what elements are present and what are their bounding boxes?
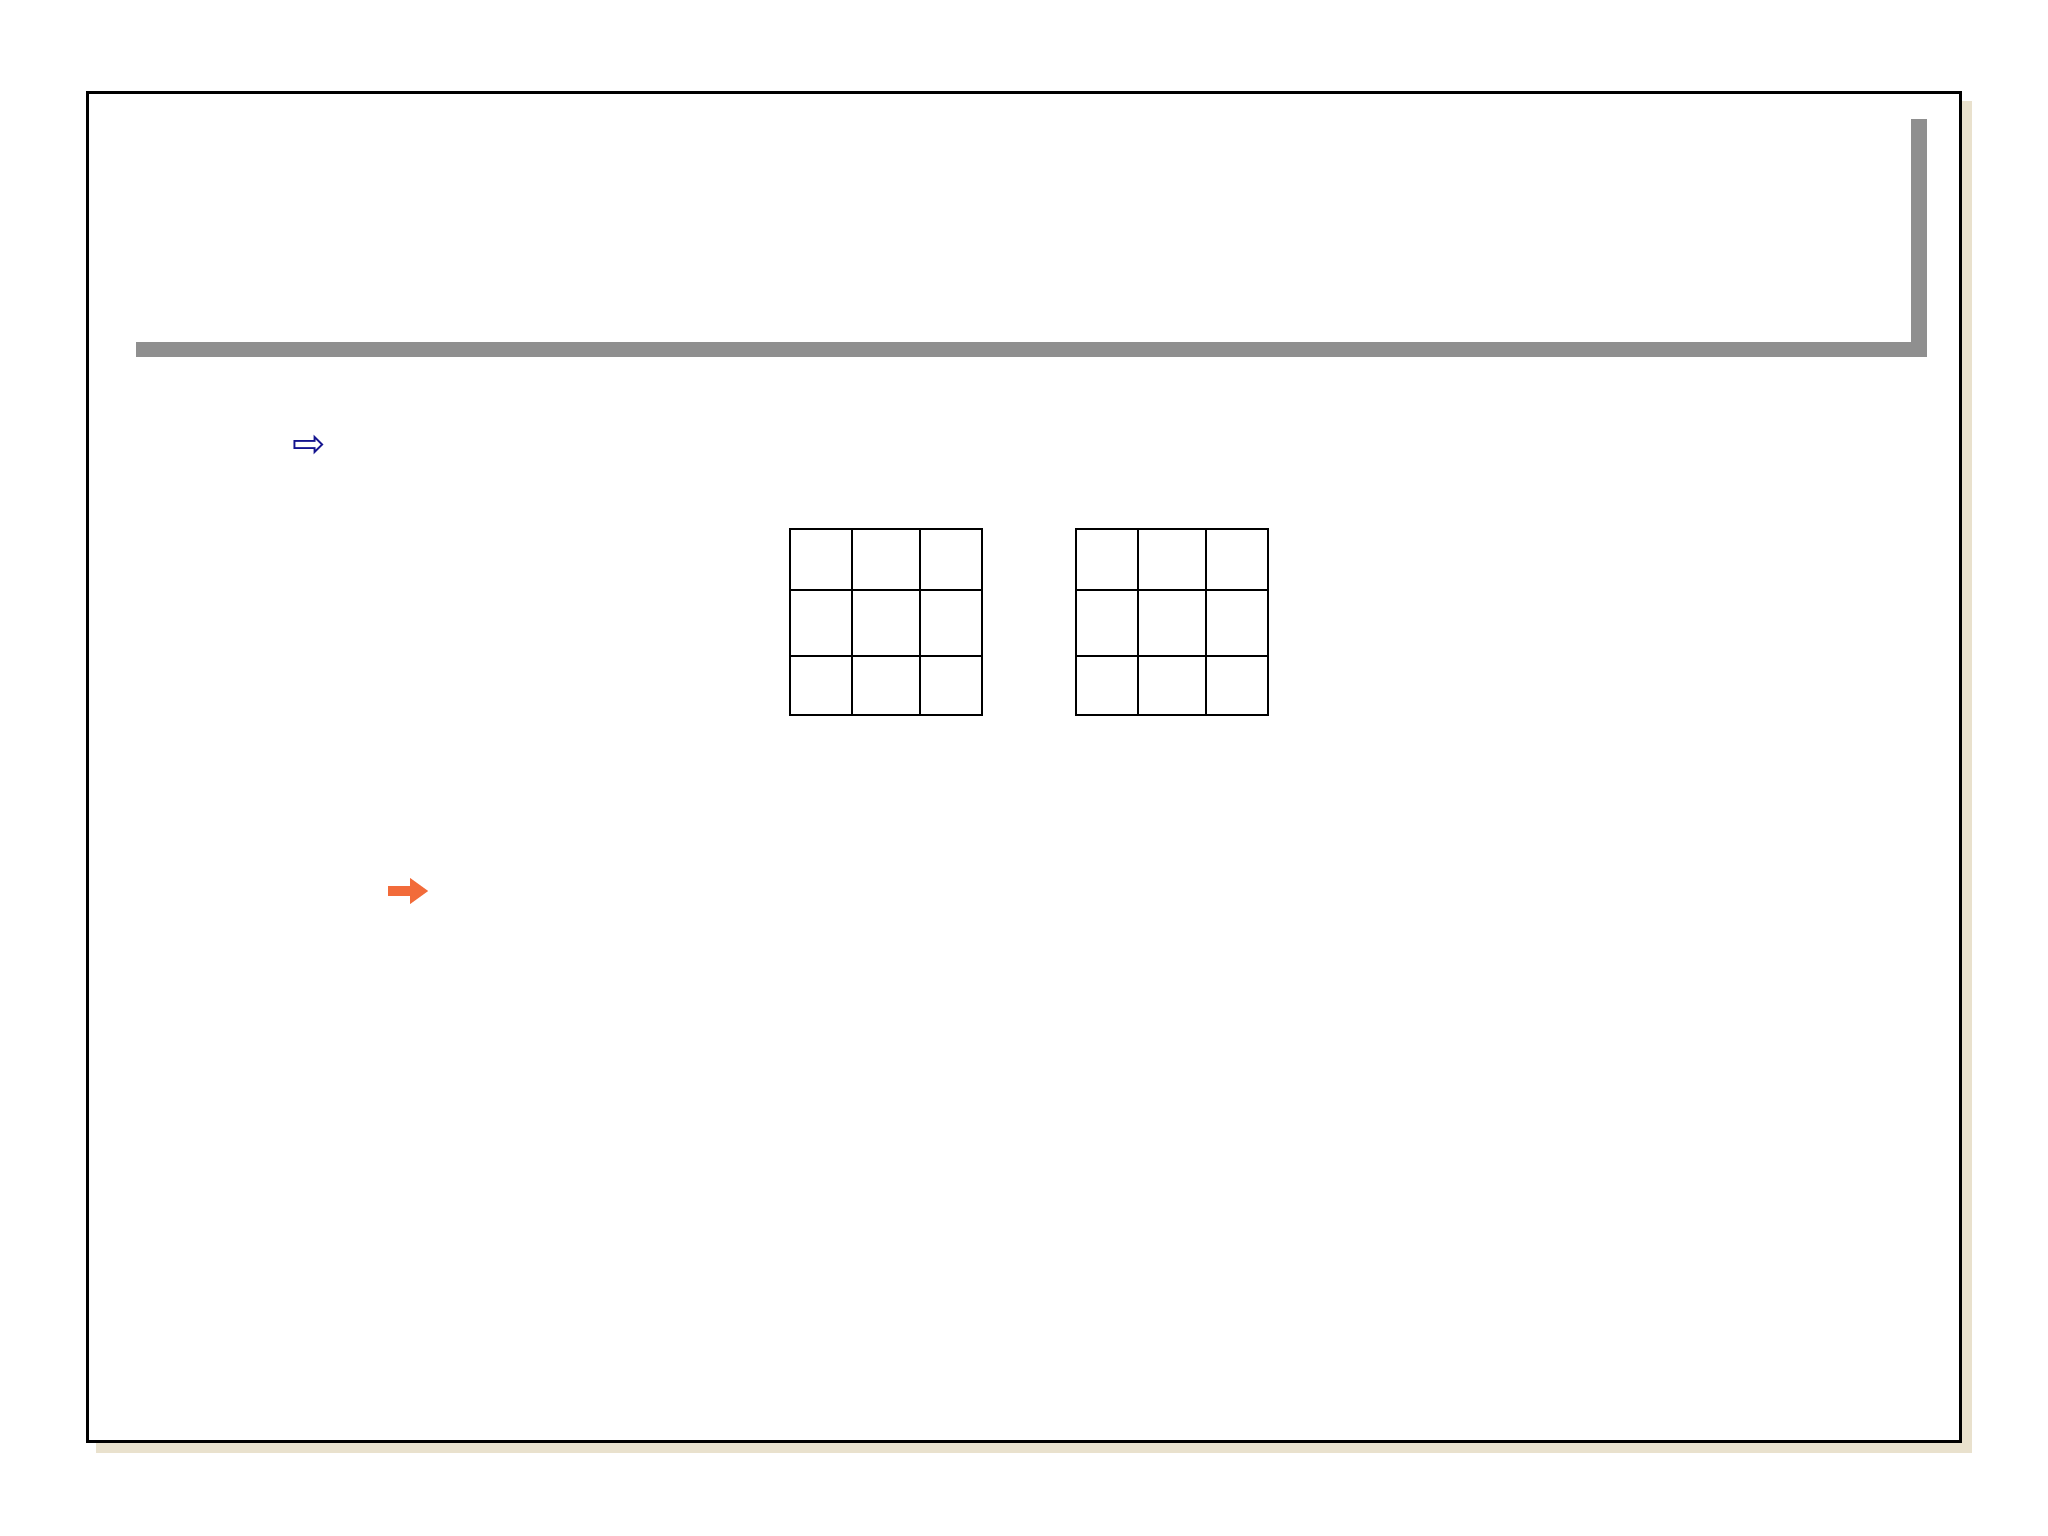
grid-cell bbox=[790, 656, 852, 715]
grid-cell bbox=[790, 590, 852, 656]
grid-cell bbox=[1076, 590, 1138, 656]
grid-cell bbox=[1206, 529, 1268, 590]
grid-cell bbox=[1076, 656, 1138, 715]
grid-cell bbox=[1076, 529, 1138, 590]
grid-cell bbox=[1138, 529, 1206, 590]
grid-cell bbox=[920, 590, 982, 656]
bullet-list bbox=[442, 848, 1892, 939]
grid-cell bbox=[790, 529, 852, 590]
grid-cell bbox=[852, 529, 920, 590]
grid-cell bbox=[1206, 590, 1268, 656]
slide-frame bbox=[86, 91, 1962, 1443]
bullet-item bbox=[442, 848, 1892, 939]
grid-cell bbox=[852, 656, 920, 715]
grid-cell bbox=[920, 529, 982, 590]
structuring-element-2-grid bbox=[1075, 528, 1269, 716]
orange-arrow-icon bbox=[386, 876, 430, 906]
grid-cell bbox=[1138, 590, 1206, 656]
grid-cell bbox=[852, 590, 920, 656]
title-bar-bottom bbox=[136, 342, 1927, 357]
grid-cell bbox=[920, 656, 982, 715]
structuring-element-1-grid bbox=[789, 528, 983, 716]
subtitle bbox=[292, 406, 344, 488]
grid-cell bbox=[1206, 656, 1268, 715]
hollow-right-arrow-icon: ⇨ bbox=[292, 421, 326, 467]
grid-cell bbox=[1138, 656, 1206, 715]
title-bar-right bbox=[1911, 119, 1927, 357]
